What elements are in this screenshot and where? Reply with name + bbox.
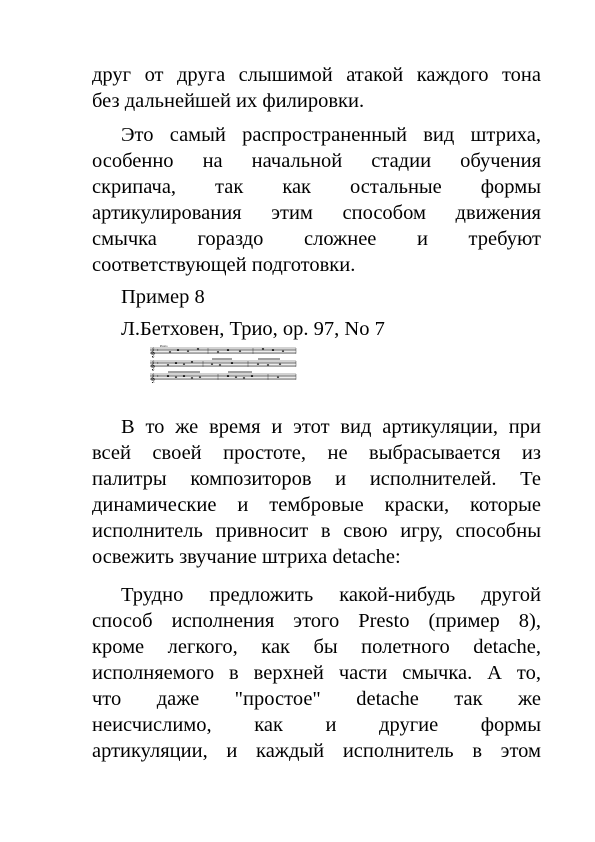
- svg-text:𝄞: 𝄞: [150, 374, 156, 383]
- paragraph-first-line: Трудно предложить какой-нибудь другой: [121, 584, 541, 606]
- text-line: что даже "простое" detache так же: [92, 688, 541, 710]
- text-line: всей своей простоте, не выбрасывается из: [92, 442, 541, 464]
- svg-text:♯: ♯: [157, 374, 159, 378]
- paragraph-first-line: Это самый распространенный вид штриха,: [121, 124, 541, 146]
- text-line: артикуляции, и каждый исполнитель в этом: [92, 740, 541, 762]
- text-line: исполнитель привносит в свою игру, способны: [92, 520, 541, 542]
- text-line: способ исполнения этого Presto (пример 8),: [92, 610, 541, 632]
- text-line: без дальнейшей их филировки.: [92, 90, 365, 112]
- text-line: скрипача, так как остальные формы: [92, 176, 541, 198]
- text-line: кроме легкого, как бы полетного detache,: [92, 636, 541, 658]
- svg-text:♯: ♯: [157, 348, 159, 352]
- svg-text:𝄞: 𝄞: [150, 348, 156, 358]
- text-line: друг от друга слышимой атакой каждого тона: [92, 64, 541, 86]
- text-line: исполняемого в верхней части смычка. А то,: [92, 662, 541, 684]
- text-line: особенно на начальной стадии обучения: [92, 150, 541, 172]
- text-line: соответствующей подготовки.: [92, 254, 356, 276]
- example-label: Пример 8: [121, 286, 205, 308]
- text-line: артикулирования этим способом движения: [92, 202, 541, 224]
- text-line: палитры композиторов и исполнителей. Те: [92, 468, 541, 490]
- text-line: неисчислимо, как и другие формы: [92, 714, 541, 736]
- example-caption: Л.Бетховен, Трио, ор. 97, No 7: [121, 318, 385, 340]
- svg-text:𝄞: 𝄞: [150, 361, 156, 371]
- music-score-image: [148, 343, 298, 383]
- paragraph-first-line: В то же время и этот вид артикуляции, при: [121, 416, 541, 438]
- text-line: освежить звучание штриха detache:: [92, 546, 401, 568]
- text-line: динамические и тембровые краски, которые: [92, 494, 541, 516]
- svg-text:♯: ♯: [157, 361, 159, 365]
- text-line: смычка гораздо сложнее и требуют: [92, 228, 541, 250]
- score-tempo: Presto: [160, 344, 168, 348]
